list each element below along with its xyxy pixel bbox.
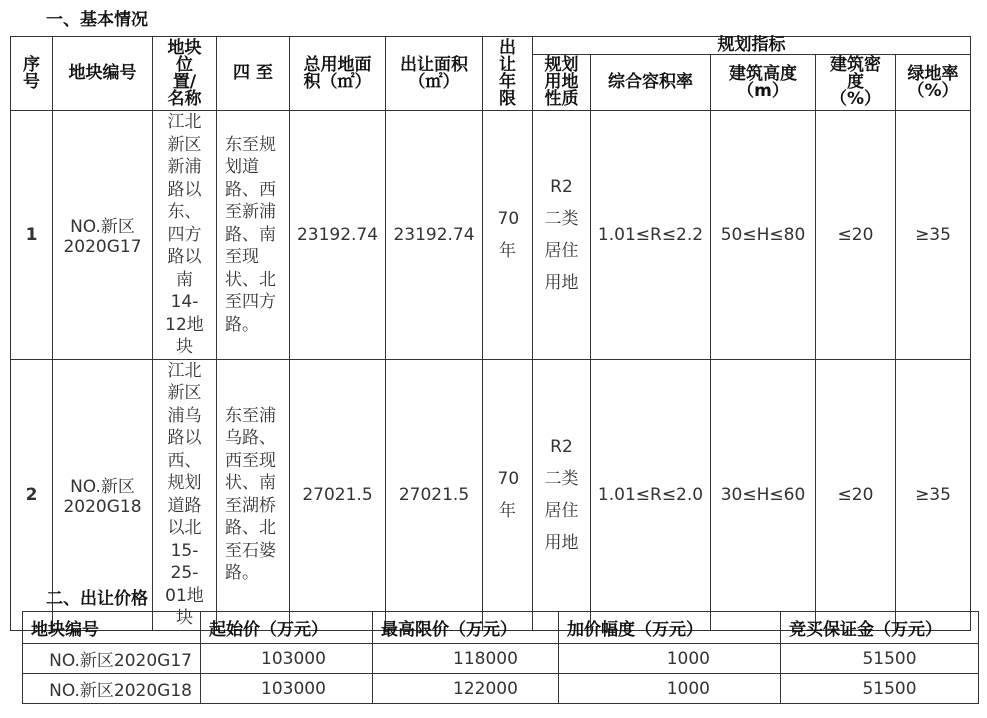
lot-id: NO.新区2020G18 [23,674,201,704]
green-ratio: ≥35 [896,359,971,630]
header-deposit: 竞买保证金（万元） [781,612,979,644]
header-total-area: 总用地面积（㎡） [290,37,386,111]
table-row [23,644,979,674]
far: 1.01≤R≤2.2 [591,111,711,360]
transfer-area: 27021.5 [386,359,483,630]
total-area: 27021.5 [290,359,386,630]
density: ≤20 [816,359,896,630]
table-row [23,674,979,704]
far: 1.01≤R≤2.0 [591,359,711,630]
increment: 1000 [559,644,781,674]
term: 70年 [483,359,533,630]
header-lot-id: 地块编号 [53,37,153,111]
header-lot-id: 地块编号 [23,612,201,644]
header-index: 序号 [11,37,53,111]
section-2-title: 二、出让价格 [46,589,148,609]
lot-bounds: 东至浦乌路、西至现状、南至湖桥路、北至石婆路。 [217,359,290,630]
header-term: 出让年限 [483,37,533,111]
header-max-price: 最高限价（万元） [373,612,559,644]
lot-id: NO.新区2020G17 [23,644,201,674]
price-table [22,611,979,704]
increment: 1000 [559,674,781,704]
section-1-title: 一、基本情况 [46,10,148,30]
green-ratio: ≥35 [896,111,971,360]
row-index: 2 [11,359,53,630]
header-far: 综合容积率 [591,55,711,111]
start-price: 103000 [201,674,373,704]
basic-info-table [10,36,971,631]
header-planning: 规划指标 [533,37,971,55]
header-green: 绿地率（%） [896,55,971,111]
lot-location: 江北新区浦乌路以西、规划道路以北15-25-01地块 [153,359,217,630]
start-price: 103000 [201,644,373,674]
price-header-row [23,612,979,644]
lot-id: NO.新区2020G18 [53,359,153,630]
height: 30≤H≤60 [711,359,816,630]
density: ≤20 [816,111,896,360]
header-bounds: 四 至 [217,37,290,111]
total-area: 23192.74 [290,111,386,360]
header-land-use: 规划用地性质 [533,55,591,111]
header-location: 地块位置/名称 [153,37,217,111]
lot-id: NO.新区2020G17 [53,111,153,360]
land-use: R2二类居住用地 [533,111,591,360]
max-price: 118000 [373,644,559,674]
header-height: 建筑高度（m） [711,55,816,111]
header-transfer-area: 出让面积（㎡） [386,37,483,111]
transfer-area: 23192.74 [386,111,483,360]
header-increment: 加价幅度（万元） [559,612,781,644]
header-start-price: 起始价（万元） [201,612,373,644]
lot-bounds: 东至规划道路、西至新浦路、南至现状、北至四方路。 [217,111,290,360]
height: 50≤H≤80 [711,111,816,360]
table-row [11,111,971,360]
max-price: 122000 [373,674,559,704]
term: 70年 [483,111,533,360]
land-use: R2二类居住用地 [533,359,591,630]
lot-location: 江北新区新浦路以东、四方路以南14-12地块 [153,111,217,360]
deposit: 51500 [781,674,979,704]
row-index: 1 [11,111,53,360]
deposit: 51500 [781,644,979,674]
table-row [11,359,971,630]
header-density: 建筑密度（%） [816,55,896,111]
